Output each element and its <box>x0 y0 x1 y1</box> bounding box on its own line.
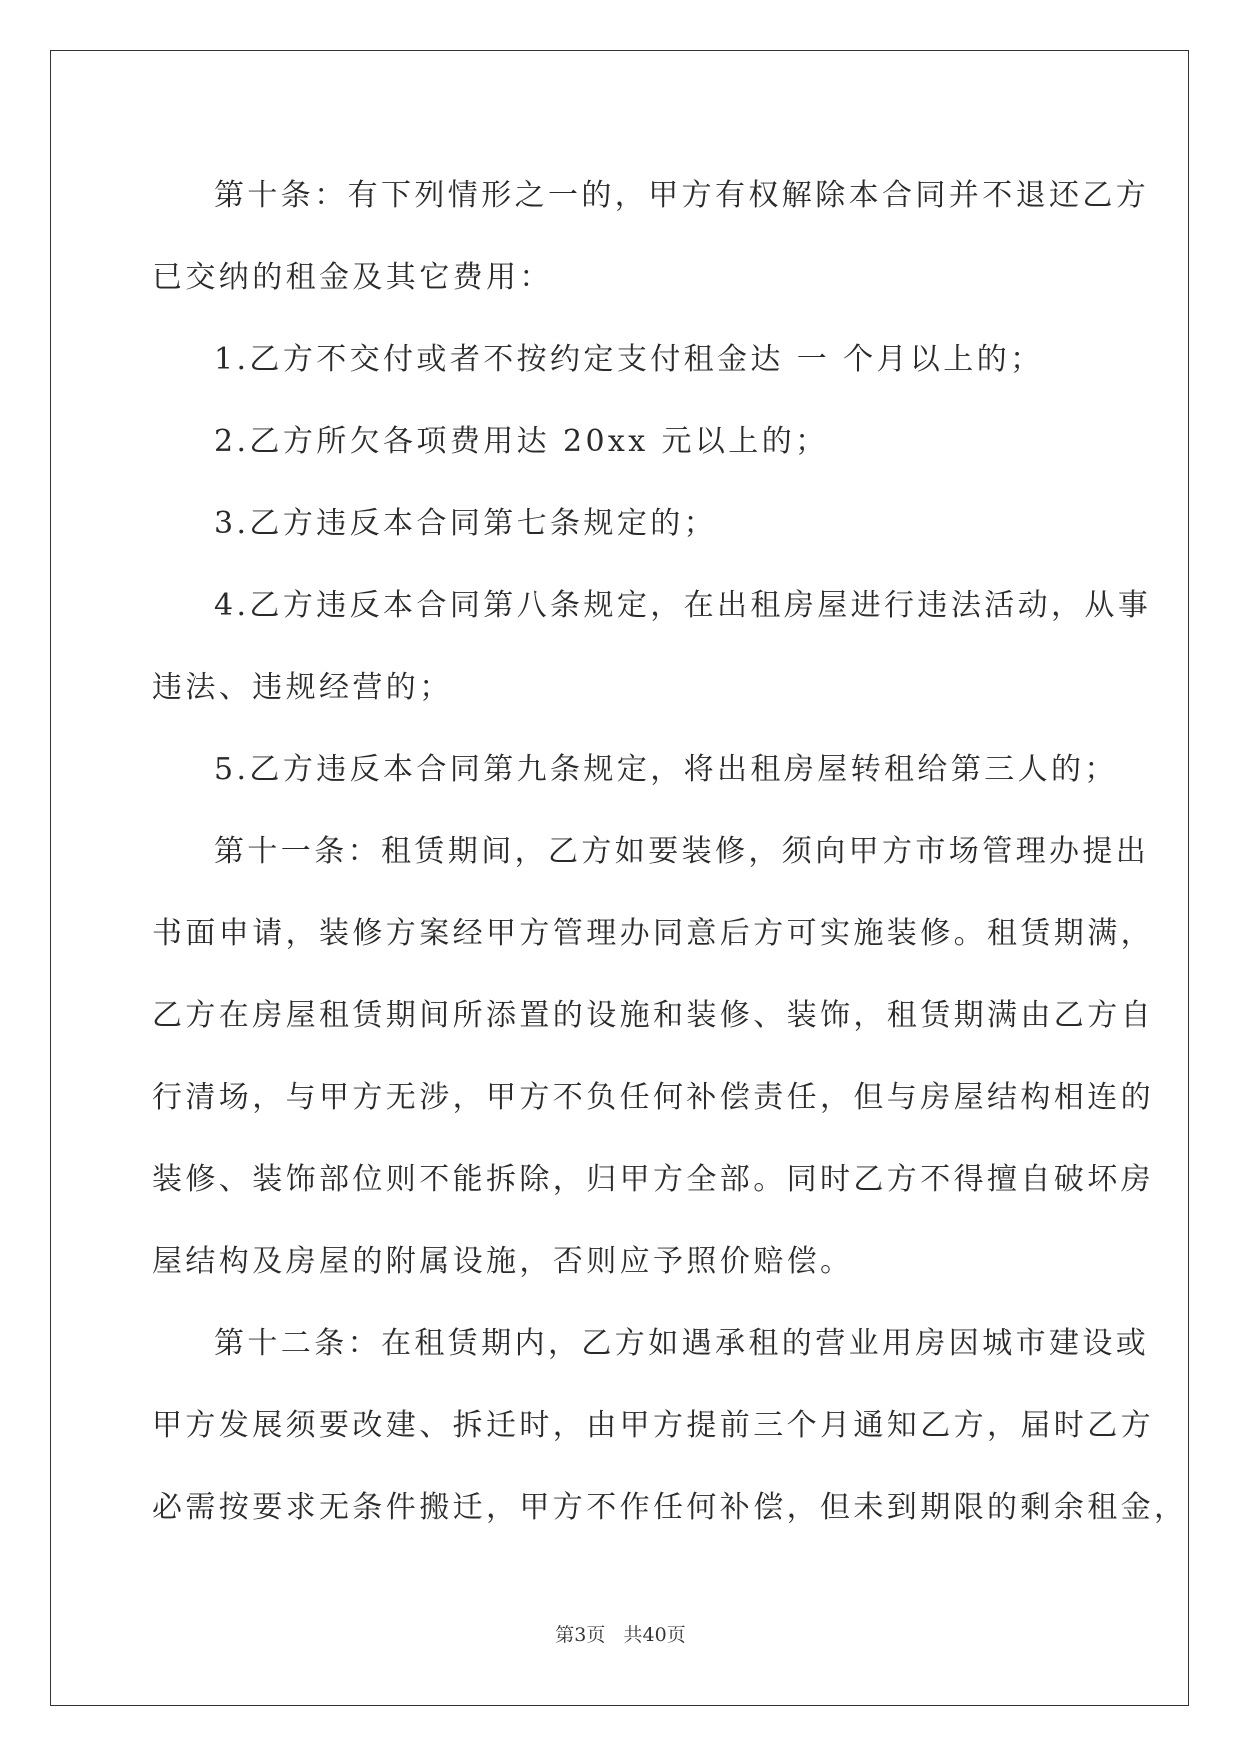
text-line: 4.乙方违反本合同第八条规定，在出租房屋进行违法活动，从事 <box>214 588 1152 623</box>
text-line: 3.乙方违反本合同第七条规定的； <box>214 506 718 541</box>
text-line: 行清场，与甲方无涉，甲方不负任何补偿责任，但与房屋结构相连的 <box>152 1080 1154 1115</box>
text-line: 装修、装饰部位则不能拆除，归甲方全部。同时乙方不得擅自破坏房 <box>152 1162 1154 1197</box>
text-line: 第十条：有下列情形之一的，甲方有权解除本合同并不退还乙方 <box>214 178 1150 213</box>
page-number: 第3页 <box>555 1624 606 1646</box>
text-line: 第十一条：租赁期间，乙方如要装修，须向甲方市场管理办提出 <box>214 834 1150 869</box>
text-line: 2.乙方所欠各项费用达 20xx 元以上的； <box>214 424 829 459</box>
text-line: 违法、违规经营的； <box>152 670 453 705</box>
text-line: 甲方发展须要改建、拆迁时，由甲方提前三个月通知乙方，届时乙方 <box>152 1408 1154 1443</box>
text-line: 必需按要求无条件搬迁，甲方不作任何补偿，但未到期限的剩余租金， <box>152 1490 1188 1525</box>
text-line: 1.乙方不交付或者不按约定支付租金达 一 个月以上的； <box>214 342 1044 377</box>
text-line: 已交纳的租金及其它费用： <box>152 260 553 295</box>
text-line: 乙方在房屋租赁期间所添置的设施和装修、装饰，租赁期满由乙方自 <box>152 998 1154 1033</box>
text-line: 书面申请，装修方案经甲方管理办同意后方可实施装修。租赁期满， <box>152 916 1154 951</box>
page-footer <box>0 1620 1241 1647</box>
document-body <box>152 155 1188 1549</box>
text-line: 屋结构及房屋的附属设施，否则应予照价赔偿。 <box>152 1244 854 1279</box>
page-total: 共40页 <box>623 1624 686 1646</box>
text-line: 5.乙方违反本合同第九条规定，将出租房屋转租给第三人的； <box>214 752 1118 787</box>
text-line: 第十二条：在租赁期内，乙方如遇承租的营业用房因城市建设或 <box>214 1326 1150 1361</box>
